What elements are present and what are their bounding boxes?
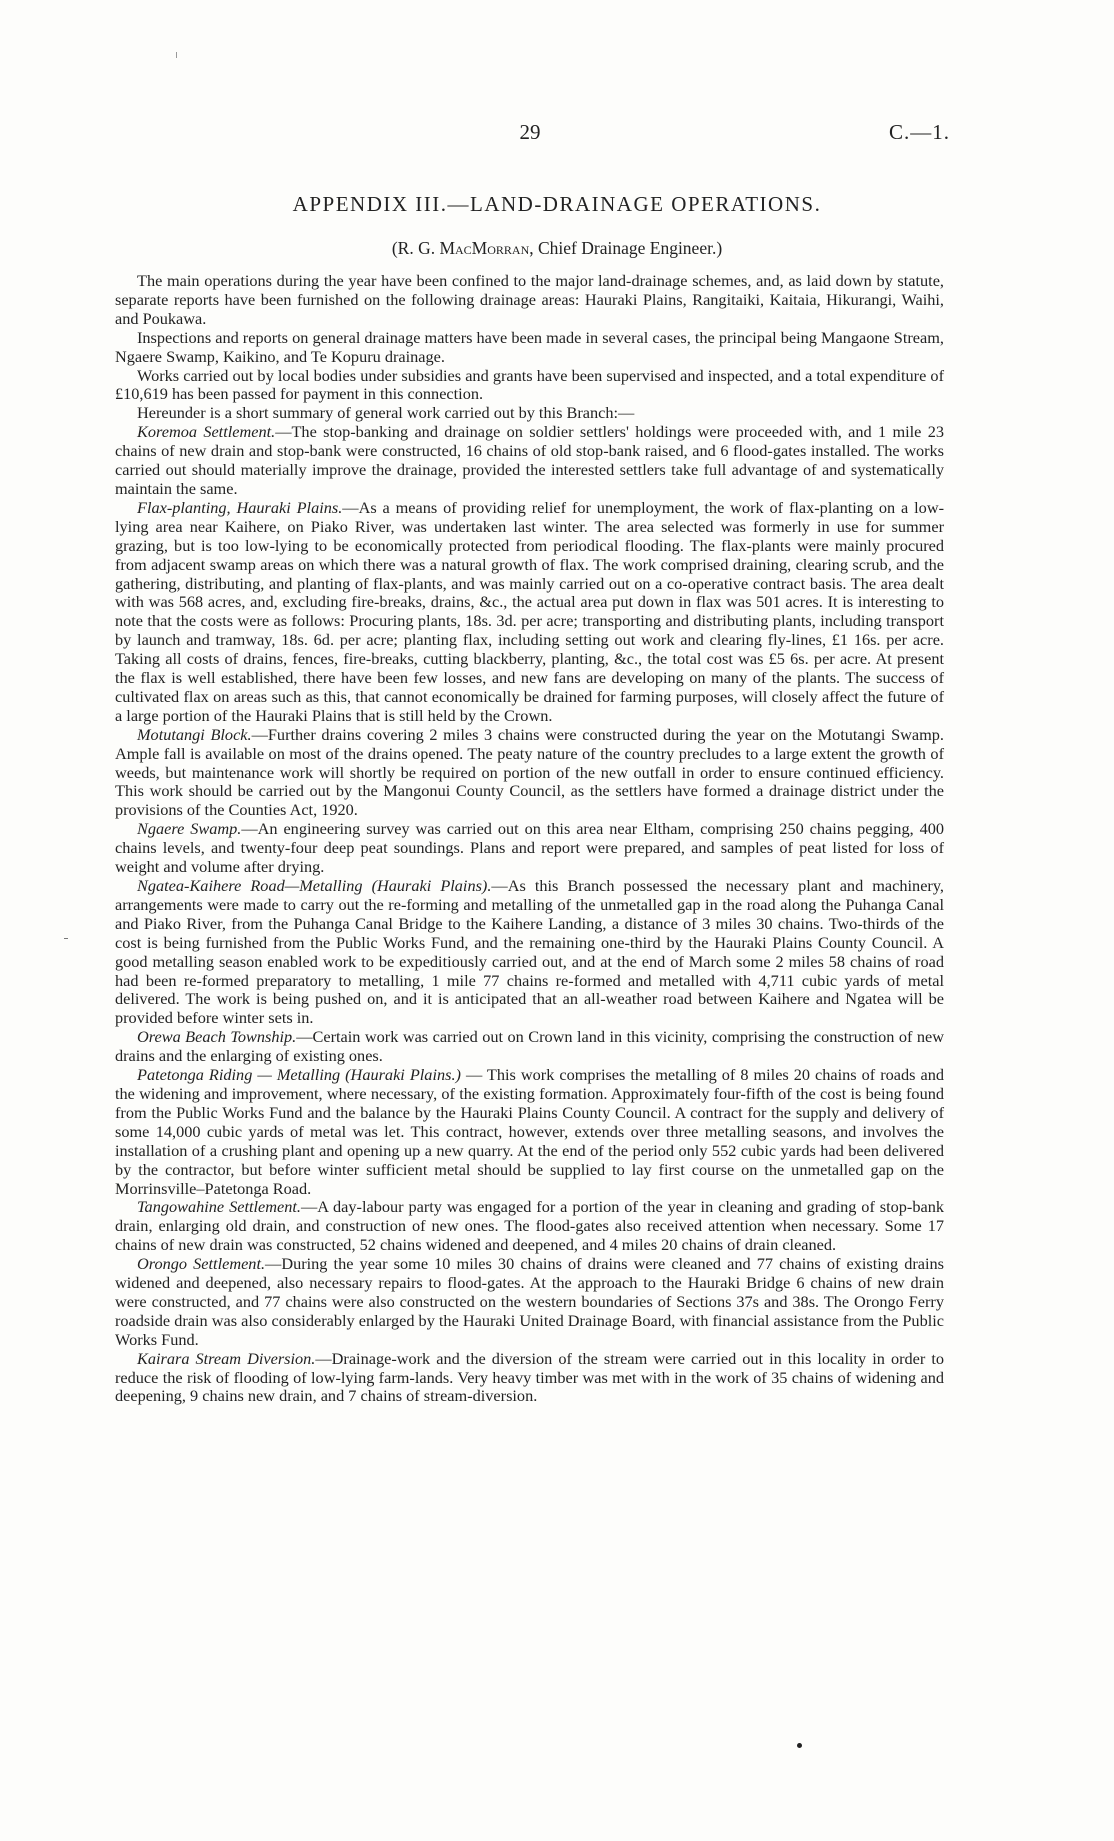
section-heading: Kairara Stream Diversion. <box>137 1348 316 1368</box>
ink-dot <box>797 1743 802 1748</box>
section-heading: Orongo Settlement. <box>137 1254 266 1274</box>
section-text: —The stop-banking and drainage on soldier settlers' holdings were proceeded with, and 1 mile 23 chains of new drain and stop-bank were constructed, 16 chains of old stop-bank raised, and 6 flood-gates installed. The works carried out should materially improve the drainage, provided the interested settlers take full advantage of and systematically maintain the same. <box>115 422 944 498</box>
document-reference: C.—1. <box>888 120 950 144</box>
section-heading: Ngatea-Kaihere Road—Metalling (Hauraki Plains). <box>137 876 492 895</box>
intro-paragraph: Inspections and reports on general drainage matters have been made in several cases, the principal being Mangaone Stream, Ngaere Swamp, Kaikino, and Te Kopuru drainage. <box>115 327 944 366</box>
page-header <box>0 120 1114 150</box>
section-text: —During the year some 10 miles 30 chains of drains were cleaned and 77 chains of existing drains widened and deepened, also necessary repairs to flood-gates. At the approach to the Hauraki Bridge 6 chains of new drain were constructed, and 77 chains were also constructed on the western boundaries of Sections 37s and 38s. The Orongo Ferry roadside drain was also considerably enlarged by the Hauraki United Drainage Board, with financial assistance from the Public Works Fund. <box>115 1254 944 1349</box>
intro-paragraph: The main operations during the year have been confined to the major land-drainage schemes, and, as laid down by statute, separate reports have been furnished on the following drainage areas: Hauraki Plains, Rangitaiki, Kaitaia, Hikurangi, Waihi, and Poukawa. <box>115 271 944 328</box>
section-paragraph <box>115 1066 944 1198</box>
section-paragraph <box>115 1198 944 1255</box>
section-paragraph <box>115 499 944 726</box>
section-text: — This work comprises the metalling of 8 miles 20 chains of roads and the widening and improvement, where necessary, of the existing formation. Approximately four-fifth of the cost is being found from the Public Works Fund and the balance by the Hauraki Plains County Council. A contract for the supply and delivery of some 14,000 cubic yards of metal was let. This contract, however, extends over three metalling seasons, and involves the installation of a crushing plant and opening up a new quarry. At the end of the period only 552 cubic yards had been delivered by the contractor, but before winter sufficient metal should be supplied to lay first course on the unmetalled gap on the Morrinsville–Patetonga Road. <box>115 1065 944 1198</box>
section-text: —Drainage-work and the diversion of the stream were carried out in this locality in order to reduce the risk of flooding of low-lying farm-lands. Very heavy timber was met with in the work of 35 chains of widening and deepening, 9 chains new drain, and 7 chains of stream-diversion. <box>115 1348 945 1406</box>
intro-paragraph: Hereunder is a short summary of general work carried out by this Branch:— <box>137 403 635 423</box>
intro-paragraph: Works carried out by local bodies under subsidies and grants have been supervised and inspected, and a total expenditure of £10,619 has been passed for payment in this connection. <box>115 365 944 404</box>
section-text: —An engineering survey was carried out on this area near Eltham, comprising 250 chains pegging, 400 chains levels, and twenty-four deep peat soundings. Plans and report were prepared, and samples of peat listed for loss of weight and volume after drying. <box>115 819 944 877</box>
section-text: —As this Branch possessed the necessary plant and machinery, arrangements were made to carry out the re-forming and metalling of the unmetalled gap in the road along the Puhanga Canal and Piako River, from the Puhanga Canal Bridge to the Kaihere Landing, a distance of 3 miles 30 chains. Two-thirds of the cost is being furnished from the Public Works Fund, and the remaining one-third by the Hauraki Plains County Council. A good metalling season enabled work to be expeditiously carried out, and at the end of March some 2 miles 58 chains of road had been re-formed preparatory to metalling, 1 mile 77 chains re-formed and metalled with 4,711 cubic yards of metal delivered. The work is being pushed on, and it is anticipated that an all-weather road between Kaihere and Ngatea will be provided before winter sets in. <box>115 876 944 1028</box>
section-text: —Further drains covering 2 miles 3 chains were constructed during the year on the Motutangi Swamp. Ample fall is available on most of the drains opened. The peaty nature of the country precludes to a large extent the growth of weeds, but maintenance work will shortly be required on portion of the new outfall in order to ensure continued efficiency. This work should be carried out by the Mangonui County Council, as the settlers have formed a drainage district under the provisions of the Counties Act, 1920. <box>115 724 944 820</box>
author-name: MacMorran <box>439 238 530 258</box>
author-byline <box>0 238 1114 259</box>
section-paragraph <box>115 820 944 877</box>
report-body <box>115 272 944 1406</box>
section-paragraph <box>115 1350 944 1407</box>
section-heading: Ngaere Swamp. <box>137 819 242 839</box>
section-heading: Motutangi Block. <box>137 724 252 744</box>
scan-mark <box>176 52 177 58</box>
scan-mark <box>64 938 68 939</box>
byline-close: , Chief Drainage Engineer.) <box>529 238 723 258</box>
section-text: —As a means of providing relief for unemployment, the work of flax-planting on a low-lying area near Kaihere, on Piako River, was undertaken last winter. The area selected was formerly in use for summer grazing, but is too low-lying to be economically protected from periodical flooding. The flax-plants were mainly procured from adjacent swamp areas on which there was a natural growth of flax. The work comprised draining, clearing scrub, and the gathering, distributing, and planting of flax-plants, and was mainly carried out on a co-operative contract basis. The area dealt with was 568 acres, and, excluding fire-breaks, drains, &c., the actual area put down in flax was 501 acres. It is interesting to note that the costs were as follows: Procuring plants, 18s. 3d. per acre; transporting and distributing plants, including transport by launch and tramway, 18s. 6d. per acre; planting flax, including setting out work and clearing fly-lines, £1 16s. per acre. Taking all costs of drains, fences, fire-breaks, cutting blackberry, planting, &c., the total cost was £5 6s. per acre. At present the flax is well established, there have been few losses, and new fans are developing on many of the plants. The success of cultivated flax on areas such as this, that cannot economically be drained for farming purposes, will closely affect the future of a large portion of the Hauraki Plains that is still held by the Crown. <box>115 497 945 725</box>
appendix-title: APPENDIX III.—LAND-DRAINAGE OPERATIONS. <box>292 192 822 216</box>
section-heading: Koremoa Settlement. <box>137 422 276 442</box>
section-paragraph <box>115 1028 944 1066</box>
section-heading: Tangowahine Settlement. <box>137 1197 301 1217</box>
section-text: —Certain work was carried out on Crown land in this vicinity, comprising the construction of new drains and the enlarging of existing ones. <box>115 1027 944 1066</box>
section-paragraph <box>115 877 944 1028</box>
section-paragraph <box>115 726 944 821</box>
byline-open: (R. G. <box>391 238 440 258</box>
section-heading: Flax-planting, Hauraki Plains. <box>137 497 343 517</box>
section-heading: Patetonga Riding — Metalling (Hauraki Plains.) <box>137 1065 461 1085</box>
section-paragraph <box>115 423 944 499</box>
page-number: 29 <box>519 120 541 144</box>
section-text: —A day-labour party was engaged for a portion of the year in cleaning and grading of stop-bank drain, enlarging old drain, and construction of new ones. The flood-gates also received attention when necessary. Some 17 chains of new drain was constructed, 52 chains widened and deepened, and 4 miles 20 chains of drain cleaned. <box>115 1197 944 1255</box>
section-heading: Orewa Beach Township. <box>137 1027 297 1047</box>
section-paragraph <box>115 1255 944 1350</box>
